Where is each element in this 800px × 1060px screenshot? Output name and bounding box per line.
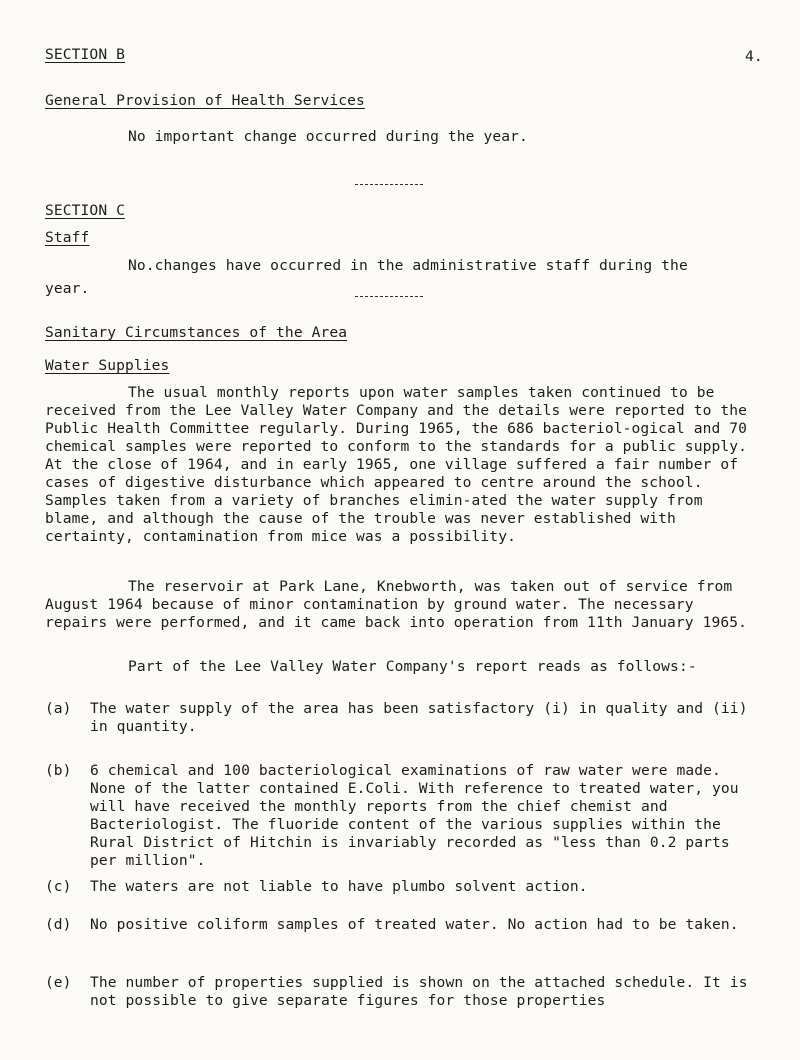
item-text: The waters are not liable to have plumbo solvent action. (90, 878, 588, 895)
item-text: The number of properties supplied is shown on the attached schedule. It is not possible to give separate figures for those properties (90, 974, 748, 1009)
water-paragraph-2: The reservoir at Park Lane, Knebworth, was taken out of service from August 1964 because of minor contamination by ground water. The necessary repairs were performed, and it came back into operation from 11th January 1965. (45, 578, 748, 631)
section-b-text: No important change occurred during the year. (128, 128, 528, 145)
divider-1 (355, 184, 423, 185)
divider-2 (355, 296, 423, 297)
item-label: (e) (45, 974, 72, 991)
page-number: 4. (745, 48, 763, 65)
item-text: No positive coliform samples of treated water. No action had to be taken. (90, 916, 739, 933)
item-label: (b) (45, 762, 72, 779)
water-supplies-heading: Water Supplies (45, 357, 170, 374)
item-label: (d) (45, 916, 72, 933)
section-c-heading: SECTION C (45, 202, 125, 219)
item-text: The water supply of the area has been satisfactory (i) in quality and (ii) in quantity. (90, 700, 748, 735)
item-label: (a) (45, 700, 72, 717)
water-paragraph-1: The usual monthly reports upon water samples taken continued to be received from the Lee Valley Water Company and the details were reported to the Public Health Committee regularly. During 1965, the 686 bacteriol-ogical and 70 chemical samples were reported to conform to the standards for a public supply. At the close of 1964, and in early 1965, one village suffered a fair number of cases of digestive disturbance which appeared to centre around the school. Samples taken from a variety of branches elimin-ated the water supply from blame, and although the cause of the trouble was never established with certainty, contamination from mice was a possibility. (45, 384, 748, 545)
staff-heading: Staff (45, 229, 90, 246)
section-b-heading: SECTION B (45, 46, 125, 63)
staff-text-line1: No.changes have occurred in the administrative staff during the (128, 257, 688, 274)
water-paragraph-3: Part of the Lee Valley Water Company's report reads as follows:- (128, 658, 697, 675)
general-provision-heading: General Provision of Health Services (45, 92, 365, 109)
item-label: (c) (45, 878, 72, 895)
item-text: 6 chemical and 100 bacteriological examinations of raw water were made. None of the latter contained E.Coli. With reference to treated water, you will have received the monthly reports from the chief chemist and Bacteriologist. The fluoride content of the various supplies within the Rural District of Hitchin is invariably recorded as "less than 0.2 parts per million". (90, 762, 739, 869)
sanitary-heading: Sanitary Circumstances of the Area (45, 324, 348, 341)
staff-text-line2: year. (45, 280, 90, 297)
